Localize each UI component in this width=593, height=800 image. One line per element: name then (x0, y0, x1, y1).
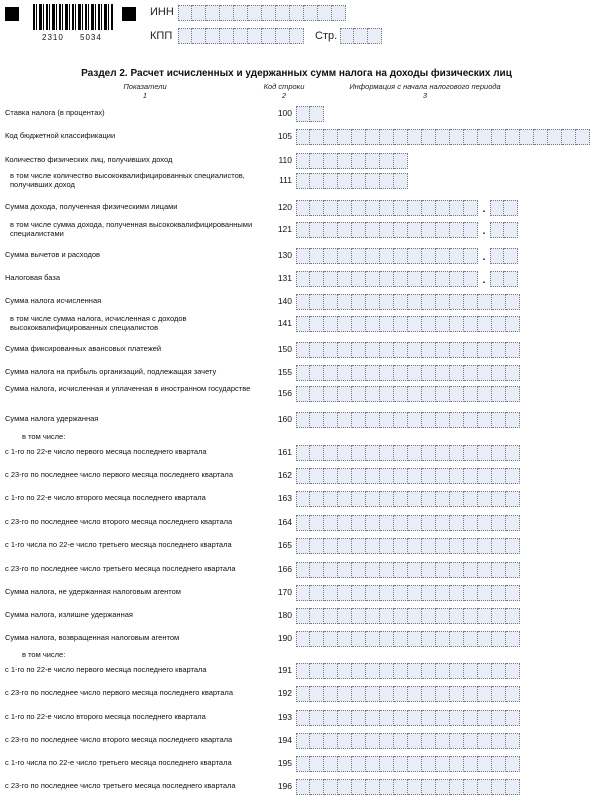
row-input-cells[interactable] (296, 271, 518, 287)
row-label: в том числе сумма дохода, полученная высококвалифицированными специалистами (10, 220, 253, 238)
row-label: с 1-го числа по 22-е число третьего месяца последнего квартала (5, 540, 232, 549)
decimal-separator: . (482, 204, 486, 215)
row-input-cells[interactable] (296, 538, 520, 554)
row-code: 194 (277, 735, 292, 745)
row-label: с 23-го по последнее число третьего месяца последнего квартала (5, 781, 236, 790)
section-title: Раздел 2. Расчет исчисленных и удержанных сумм налога на доходы физических лиц (81, 68, 512, 79)
row-input-cells[interactable] (296, 365, 520, 381)
row-label: Сумма дохода, полученная физическими лицами (5, 202, 178, 211)
row-code: 100 (277, 108, 292, 118)
row-label: в том числе: (22, 650, 66, 659)
row-input-cells[interactable] (296, 106, 324, 122)
decimal-separator: . (482, 275, 486, 286)
row-input-cells[interactable] (296, 200, 518, 216)
row-code: 121 (277, 224, 292, 234)
row-code: 166 (277, 564, 292, 574)
row-input-cells[interactable] (296, 445, 520, 461)
row-code: 164 (277, 517, 292, 527)
row-input-cells[interactable] (296, 663, 520, 679)
row-code: 165 (277, 540, 292, 550)
row-label: Код бюджетной классификации (5, 131, 116, 140)
row-input-cells[interactable] (296, 412, 520, 428)
row-code: 141 (277, 318, 292, 328)
row-input-cells[interactable] (296, 710, 520, 726)
row-code: 190 (277, 633, 292, 643)
page-label: Стр. (315, 30, 338, 42)
row-input-cells[interactable] (296, 153, 408, 169)
row-code: 196 (277, 781, 292, 791)
row-code: 162 (277, 470, 292, 480)
row-code: 191 (277, 665, 292, 675)
kpp-cells[interactable] (178, 28, 304, 44)
row-input-cells[interactable] (296, 686, 520, 702)
row-code: 155 (277, 367, 292, 377)
row-label: в том числе количество высококвалифицированных специалистов, получивших доход (10, 171, 245, 189)
row-input-cells[interactable] (296, 316, 520, 332)
row-code: 156 (277, 388, 292, 398)
row-label: с 23-го по последнее число первого месяца последнего квартала (5, 470, 233, 479)
column-header-period-info: Информация с начала налогового периода 3 (349, 82, 501, 100)
row-label: с 1-го по 22-е число первого месяца последнего квартала (5, 447, 207, 456)
row-label: Сумма налога, излишне удержанная (5, 610, 133, 619)
row-code: 120 (277, 202, 292, 212)
kpp-label: КПП (150, 30, 173, 42)
decimal-separator: . (482, 226, 486, 237)
row-label: Налоговая база (5, 273, 60, 282)
row-code: 150 (277, 344, 292, 354)
row-label: Сумма налога, возвращенная налоговым агентом (5, 633, 180, 642)
row-code: 161 (277, 447, 292, 457)
row-input-cells[interactable] (296, 129, 590, 145)
row-label: Сумма налога, исчисленная и уплаченная в иностранном государстве (5, 384, 251, 393)
row-code: 130 (277, 250, 292, 260)
row-label: в том числе: (22, 432, 66, 441)
row-input-cells[interactable] (296, 173, 408, 189)
row-label: с 1-го числа по 22-е число третьего месяца последнего квартала (5, 758, 232, 767)
barcode (33, 4, 113, 30)
row-label: с 23-го по последнее число второго месяца последнего квартала (5, 517, 233, 526)
row-code: 111 (279, 175, 292, 185)
row-label: Количество физических лиц, получивших доход (5, 155, 173, 164)
row-input-cells[interactable] (296, 585, 520, 601)
row-input-cells[interactable] (296, 756, 520, 772)
row-code: 105 (277, 131, 292, 141)
row-label: с 23-го по последнее число первого месяца последнего квартала (5, 688, 233, 697)
row-code: 140 (277, 296, 292, 306)
page-cells[interactable] (340, 28, 382, 44)
decimal-separator: . (482, 252, 486, 263)
row-input-cells[interactable] (296, 222, 518, 238)
row-code: 195 (277, 758, 292, 768)
row-code: 192 (277, 688, 292, 698)
row-label: Ставка налога (в процентах) (5, 108, 105, 117)
inn-label: ИНН (150, 6, 174, 18)
row-label: с 23-го по последнее число третьего месяца последнего квартала (5, 564, 236, 573)
row-input-cells[interactable] (296, 779, 520, 795)
row-label: Сумма налога на прибыль организаций, подлежащая зачету (5, 367, 217, 376)
row-input-cells[interactable] (296, 733, 520, 749)
row-input-cells[interactable] (296, 515, 520, 531)
row-label: с 1-го по 22-е число первого месяца последнего квартала (5, 665, 207, 674)
row-code: 180 (277, 610, 292, 620)
row-input-cells[interactable] (296, 248, 518, 264)
row-code: 193 (277, 712, 292, 722)
row-input-cells[interactable] (296, 386, 520, 402)
row-code: 131 (277, 273, 292, 283)
row-label: с 1-го по 22-е число второго месяца последнего квартала (5, 493, 206, 502)
row-input-cells[interactable] (296, 562, 520, 578)
row-label: в том числе сумма налога, исчисленная с доходов высококвалифицированных специалистов (10, 314, 187, 332)
row-label: Сумма фиксированных авансовых платежей (5, 344, 162, 353)
inn-cells[interactable] (178, 5, 346, 21)
row-code: 160 (277, 414, 292, 424)
row-input-cells[interactable] (296, 491, 520, 507)
barcode-number-left: 2310 (42, 33, 64, 42)
row-label: Сумма налога удержанная (5, 414, 99, 423)
row-input-cells[interactable] (296, 631, 520, 647)
row-input-cells[interactable] (296, 608, 520, 624)
row-input-cells[interactable] (296, 468, 520, 484)
row-input-cells[interactable] (296, 342, 520, 358)
row-code: 110 (278, 155, 292, 165)
corner-marker-right (122, 7, 136, 21)
row-code: 170 (277, 587, 292, 597)
column-header-line-code: Код строки 2 (263, 82, 305, 100)
row-label: с 1-го по 22-е число второго месяца последнего квартала (5, 712, 206, 721)
row-label: Сумма налога, не удержанная налоговым агентом (5, 587, 181, 596)
row-label: с 23-го по последнее число второго месяца последнего квартала (5, 735, 233, 744)
corner-marker-left (5, 7, 19, 21)
barcode-number-right: 5034 (80, 33, 102, 42)
row-code: 163 (277, 493, 292, 503)
row-label: Сумма вычетов и расходов (5, 250, 101, 259)
column-header-indicators: Показатели 1 (123, 82, 167, 100)
row-label: Сумма налога исчисленная (5, 296, 102, 305)
row-input-cells[interactable] (296, 294, 520, 310)
